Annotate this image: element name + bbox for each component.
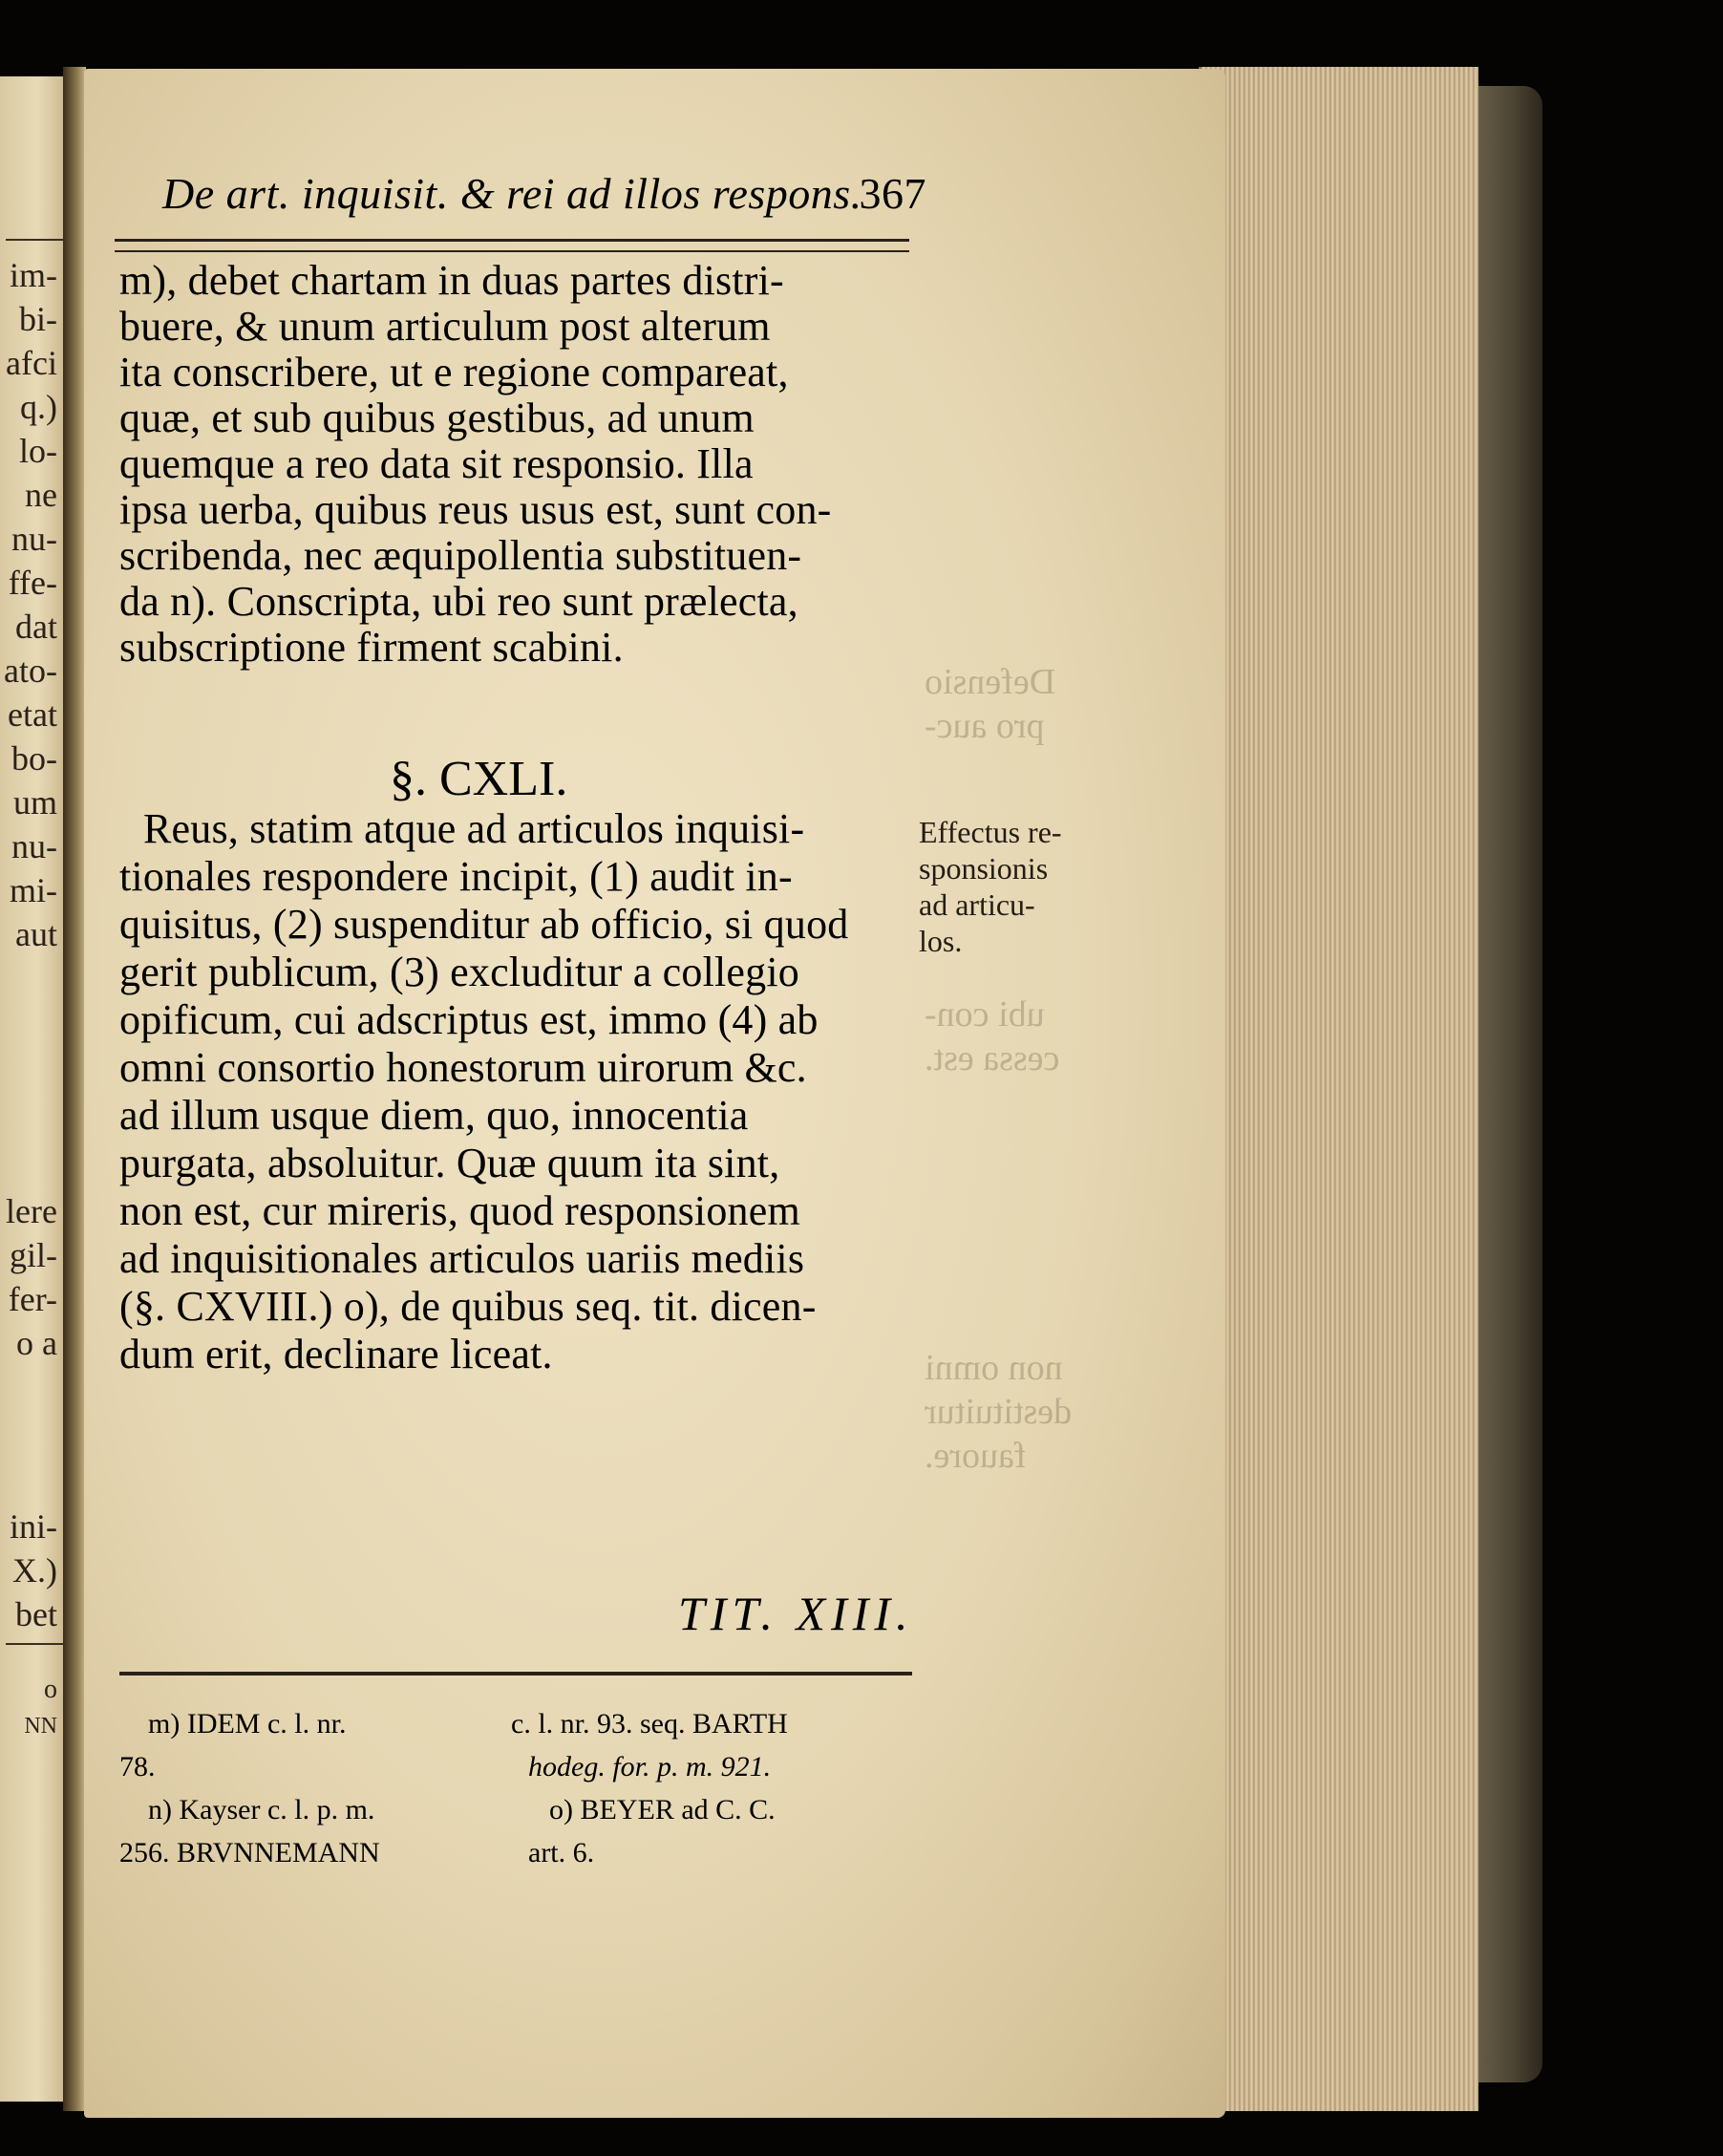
- left-fragment: lere: [6, 1192, 57, 1230]
- text-line: dum erit, declinare liceat.: [119, 1331, 553, 1377]
- bleed-through-text: destituitur: [925, 1392, 1073, 1432]
- left-fragment: mi-: [10, 871, 57, 909]
- left-fragment: etat: [8, 695, 57, 734]
- footnote-o-cont: art. 6.: [528, 1837, 595, 1868]
- left-fragment: nu-: [11, 827, 57, 865]
- running-head: [162, 168, 926, 219]
- bleed-through-text: Defensio: [925, 662, 1056, 702]
- text-line: tionales respondere incipit, (1) audit in-: [119, 853, 793, 900]
- bleed-through-text: cessa est.: [925, 1038, 1060, 1078]
- footnote-m-left: m) IDEM c. l. nr.: [148, 1708, 347, 1740]
- text-line: buere, & unum articulum post alterum: [119, 303, 771, 350]
- text-line: opificum, cui adscriptus est, immo (4) ab: [119, 996, 819, 1043]
- catchword: TIT. XIII.: [678, 1587, 914, 1640]
- text-line: ita conscribere, ut e regione compareat,: [119, 349, 789, 395]
- text-line: purgata, absoluitur. Quæ quum ita sint,: [119, 1140, 780, 1186]
- bleed-through-text: pro auc-: [925, 706, 1045, 746]
- marginal-note-line: sponsionis: [919, 851, 1049, 886]
- footnote-m-right: c. l. nr. 93. seq. BARTH: [511, 1708, 788, 1740]
- text-line: m), debet chartam in duas partes distri-: [119, 257, 784, 304]
- text-line: ipsa uerba, quibus reus usus est, sunt con-: [119, 486, 832, 533]
- left-page-rule: [6, 1643, 63, 1645]
- left-fragment: ato-: [4, 651, 57, 690]
- footnote-n: n) Kayser c. l. p. m.: [148, 1794, 375, 1825]
- left-fragment: bet: [15, 1595, 57, 1633]
- section-heading: §. CXLI.: [390, 752, 568, 806]
- left-page-rule: [6, 239, 63, 241]
- text-line: subscriptione firment scabini.: [119, 624, 624, 671]
- left-fragment: ne: [25, 476, 57, 514]
- text-line: (§. CXVIII.) o), de quibus seq. tit. dicen-: [119, 1283, 817, 1330]
- footnote-n-cont: 256. BRVNNEMANN: [119, 1837, 380, 1868]
- text-line: quisitus, (2) suspenditur ab officio, si quod: [119, 901, 849, 948]
- marginal-note: [919, 814, 1081, 959]
- text-line: gerit publicum, (3) excluditur a collegio: [119, 949, 799, 995]
- left-fragment: afci: [6, 344, 57, 382]
- left-fragment: bi-: [19, 300, 57, 338]
- left-fragment: o: [44, 1675, 57, 1704]
- text-line: quæ, et sub quibus gestibus, ad unum: [119, 395, 755, 441]
- left-fragment: fer-: [8, 1280, 57, 1318]
- marginal-note-line: los.: [919, 924, 963, 958]
- marginal-note-line: ad articu-: [919, 887, 1035, 922]
- left-fragment: lo-: [19, 432, 57, 470]
- text-line: non est, cur mireris, quod responsionem: [119, 1187, 800, 1234]
- text-line: Reus, statim atque ad articulos inquisi-: [143, 805, 805, 852]
- left-fragment: im-: [10, 256, 57, 294]
- left-fragment: q.): [20, 388, 57, 426]
- book-gutter: [63, 67, 86, 2111]
- left-fragment: aut: [15, 915, 57, 953]
- left-fragment: um: [12, 783, 57, 822]
- left-fragment: X.): [12, 1551, 57, 1590]
- text-line: ad illum usque diem, quo, innocentia: [119, 1092, 749, 1139]
- page-edge-stack: [1199, 67, 1478, 2111]
- left-fragment: nu-: [11, 520, 57, 558]
- marginal-note-line: Effectus re-: [919, 815, 1062, 849]
- text-line: quemque a reo data sit responsio. Illa: [119, 440, 754, 487]
- header-rule: [115, 239, 909, 252]
- left-fragment: o a: [16, 1324, 57, 1362]
- bleed-through-text: ubi con-: [925, 994, 1045, 1035]
- page-number: 367: [859, 169, 926, 218]
- footnote-o: o) BEYER ad C. C.: [549, 1794, 776, 1825]
- running-title: De art. inquisit. & rei ad illos respons.: [162, 169, 862, 218]
- text-line: da n). Conscripta, ubi reo sunt prælecta,: [119, 578, 798, 625]
- text-line: ad inquisitionales articulos uariis mediis: [119, 1235, 805, 1282]
- footnote-m-right-cont: hodeg. for. p. m. 921.: [528, 1751, 772, 1782]
- previous-page-fragment: [0, 76, 63, 2102]
- bleed-through-text: non omni: [925, 1348, 1063, 1388]
- left-fragment: ffe-: [8, 564, 57, 602]
- left-fragment: ini-: [10, 1507, 57, 1546]
- bleed-through-text: fauore.: [925, 1436, 1027, 1476]
- text-line: omni consortio honestorum uirorum &c.: [119, 1044, 807, 1091]
- left-fragment: gil-: [10, 1236, 57, 1274]
- footnote-rule: [119, 1672, 912, 1676]
- footnote-m-left-cont: 78.: [119, 1751, 156, 1782]
- left-fragment: bo-: [11, 739, 57, 778]
- text-line: scribenda, nec æquipollentia substituen-: [119, 532, 802, 579]
- left-fragment: NN: [24, 1714, 57, 1739]
- left-fragment: dat: [15, 608, 57, 646]
